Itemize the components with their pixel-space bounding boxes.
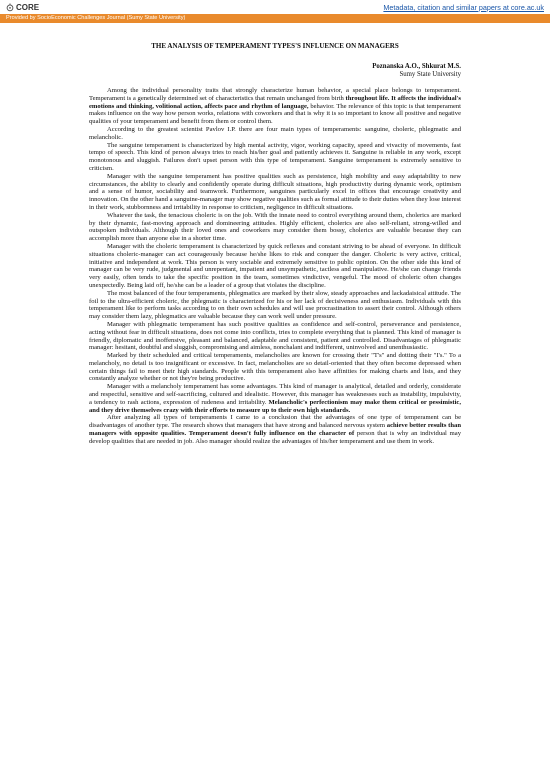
paragraph: After analyzing all types of temperaments I came to a conclusion that the advantages of one type of temperament can be disadvantages of another type. The research shows that managers that have strong and balanced nervous system achieve better results than managers with opposite qualities. Temperament doesn't fully influence on the character of person that is why an individual may develop qualities that are needed in job. Also manager should realize the advantages of his/her temperament and use them in work.: [89, 414, 461, 445]
paper-body: [89, 38, 461, 446]
core-logo[interactable]: [6, 3, 39, 12]
core-logo-icon: [6, 3, 14, 12]
paper-authors: Poznanska A.O., Shkurat M.S.: [372, 63, 461, 70]
metadata-link[interactable]: Metadata, citation and similar papers at core.ac.uk: [383, 2, 544, 12]
paragraph: Among the individual personality traits that strongly characterize human behavior, a special place belongs to temperament. Temperament is a genetically determined set of characteristics that remain unchanged from birth throughout life. It affects the individual's emotions and thinking, volitional action, affects pace and rhythm of language, behavior. The relevance of this topic is that temperament makes influence on the way how person works, relations with coworkers and that is why it is so important to know all positive and negative qualities of your temperament and benefit from them or control them.: [89, 87, 462, 126]
paragraph: The most balanced of the four temperaments, phlegmatics are marked by their slow, steady approaches and lackadaisical attitude. The foil to the ultra-efficient choleric, the phlegmatic is characterized for his or her lack of decisiveness and enthusiasm. Individuals with this temperament like to perform tasks according to on their own schedules and will use procrastination to assert their control. Although others may consider them lazy, phlegmatics are valuable because they can work well under pressure.: [89, 289, 461, 321]
core-header-bar: [0, 0, 550, 14]
paragraph: The sanguine temperament is characterized by high mental activity, vigor, working capacity, speed and vivacity of movements, fast tempo of speech. This kind of person always tries to reach his/her goal and patiently achieves it. Sanguine is reliable in any work, except monotonous and sluggish. Failures don't upset person with this type of temperament. Sanguine temperament is extremely sensitive to criticism.: [89, 141, 461, 172]
paragraph: Whatever the task, the tenacious choleric is on the job. With the innate need to control everything around them, cholerics are marked by their dynamic, fast-moving approach and domineering attitudes. Highly efficient, cholerics are also self-reliant, strong-willed and outspoken individuals. Although their loved ones and coworkers may consider them bossy, cholerics are valuable because they can accomplish more than anyone else in a shorter time.: [89, 211, 461, 243]
paragraph: Manager with a melancholy temperament has some advantages. This kind of manager is analytical, detailed and orderly, considerate and respectful, sensitive and self-sacrificing, cultured and idealistic. However, this manager has weaknesses such as instability, impulsivity, a tendency to rash actions, expression of rudeness and irritability. Melancholic's perfectionism may make them critical or pessimistic, and they drive themselves crazy with their efforts to measure up to their own high standards.: [89, 383, 461, 414]
paragraph: Manager with the sanguine temperament has positive qualities such as persistence, high mobility and easy adaptability to new circumstances, the ability to clearly and confidently operate during difficult situations, high productivity during dynamic work, optimism and a sense of humor, sociability and teamwork. Furthermore, sanguines particularly excel in offices that encourage creativity and innovation. On the other hand a sanguine-manager may show negative qualities such as formal attitude to their duties when they lose interest in their work, stubbornness and irritability in response to criticism, negligence in difficult situations.: [89, 172, 461, 211]
paper-affiliation: Sumy State University: [399, 71, 461, 78]
paragraph: According to the greatest scientist Pavlov I.P. there are four main types of temperaments: sanguine, choleric, phlegmatic and melancholic.: [89, 125, 461, 141]
provided-by-banner[interactable]: [0, 14, 550, 23]
paper-title: THE ANALYSIS OF TEMPERAMENT TYPES'S INFLUENCE ON MANAGERS: [151, 42, 399, 50]
core-label: CORE: [16, 2, 40, 12]
provided-by-text: Provided by SocioEconomic Challenges Journal (Sumy State University): [6, 15, 186, 21]
paragraph: Manager with phlegmatic temperament has such positive qualities as confidence and self-control, perseverance and persistence, acting without fear in difficult situations, does not come into conflicts, tries to complete everything that is planned. This kind of manager is friendly, diplomatic and inoffensive, pleasant and balanced, adaptable and consistent, patient and controlled. Disadvantages of phlegmatic manager: hesitant, doubtful and sluggish, compromising and aimless, nonchalant and indifferent, uninvolved and unenthusiastic.: [89, 320, 461, 352]
paragraph: Manager with the choleric temperament is characterized by quick reflexes and constant striving to be ahead of everyone. In difficult situations choleric-manager can act courageously because he/she likes to risk and conquer the danger. Choleric is very active, critical, initiative and independent at work. This person is very sociable and extremely sensitive to public opinion. On the other side this kind of manager can be very rude, judgmental and unrepentant, impatient and unsympathetic, tactless and manipulative. He/she can change friends very easily, often tends to take the specific position in the team, sometimes vindictive, vengeful. The mood of choleric often changes unexpectedly. Being laid off, he/she can be a leader of a group that violates the discipline.: [89, 242, 461, 289]
paragraph: Marked by their scheduled and critical temperaments, melancholies are known for crossing their "T's" and dotting their "I's." To a melancholy, no detail is too insignificant or excessive. In fact, melancholies are so detail-oriented that they often become depressed when certain things fail to meet their high standards. People with this temperament also have affinities for making charts and lists, and they constantly analyze whether or not they're being productive.: [89, 352, 461, 383]
